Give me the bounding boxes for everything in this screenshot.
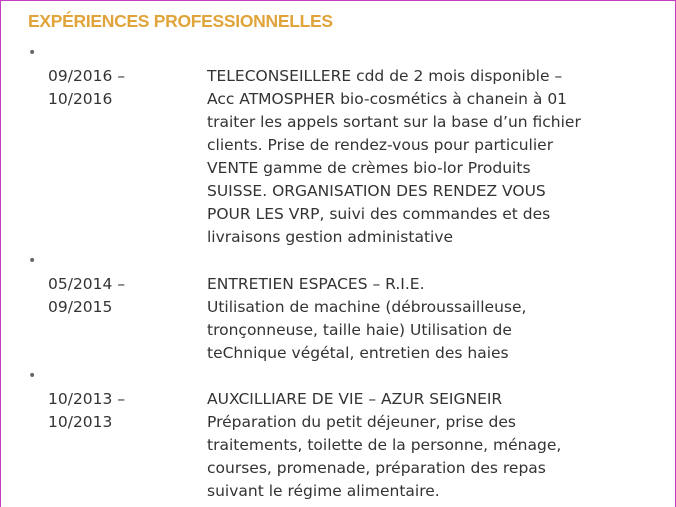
bullet: • [28,253,37,269]
experience-description [207,65,647,249]
description-line: AUXCILLIARE DE VIE – AZUR SEIGNEIR [207,390,503,408]
bullet: • [28,368,37,384]
description-line: Acc ATMOSPHER bio-cosmétics à chanein à 01 [207,90,568,108]
description-line: livraisons gestion administative [207,228,454,246]
bullet: • [28,45,37,61]
description-line: ENTRETIEN ESPACES – R.I.E. [207,275,425,293]
experience-description [207,388,647,503]
description-line: POUR LES VRP, suivi des commandes et des [207,205,551,223]
section-title: EXPÉRIENCES PROFESSIONNELLES [28,11,333,31]
date-end: 09/2015 [48,298,113,316]
description-line: tronçonneuse, taille haie) Utilisation de [207,321,512,339]
description-line: traiter les appels sortant sur la base d’un fichier [207,113,581,131]
experience-dates [48,388,198,434]
date-start: 05/2014 – [48,275,126,293]
experience-dates [48,65,198,111]
description-line: traitements, toilette de la personne, ménage, [207,436,562,454]
description-line: VENTE gamme de crèmes bio-lor Produits [207,159,531,177]
experience-dates [48,273,198,319]
date-start: 10/2013 – [48,390,126,408]
description-line: Préparation du petit déjeuner, prise des [207,413,516,431]
date-start: 09/2016 – [48,67,126,85]
description-line: SUISSE. ORGANISATION DES RENDEZ VOUS [207,182,546,200]
description-line: TELECONSEILLERE cdd de 2 mois disponible – [207,67,563,85]
description-line: suivant le régime alimentaire. [207,482,440,500]
description-line: teChnique végétal, entretien des haies [207,344,509,362]
description-line: clients. Prise de rendez-vous pour particulier [207,136,554,154]
description-line: Utilisation de machine (débroussailleuse, [207,298,527,316]
date-end: 10/2016 [48,90,113,108]
experience-description [207,273,647,365]
date-end: 10/2013 [48,413,113,431]
description-line: courses, promenade, préparation des repas [207,459,546,477]
